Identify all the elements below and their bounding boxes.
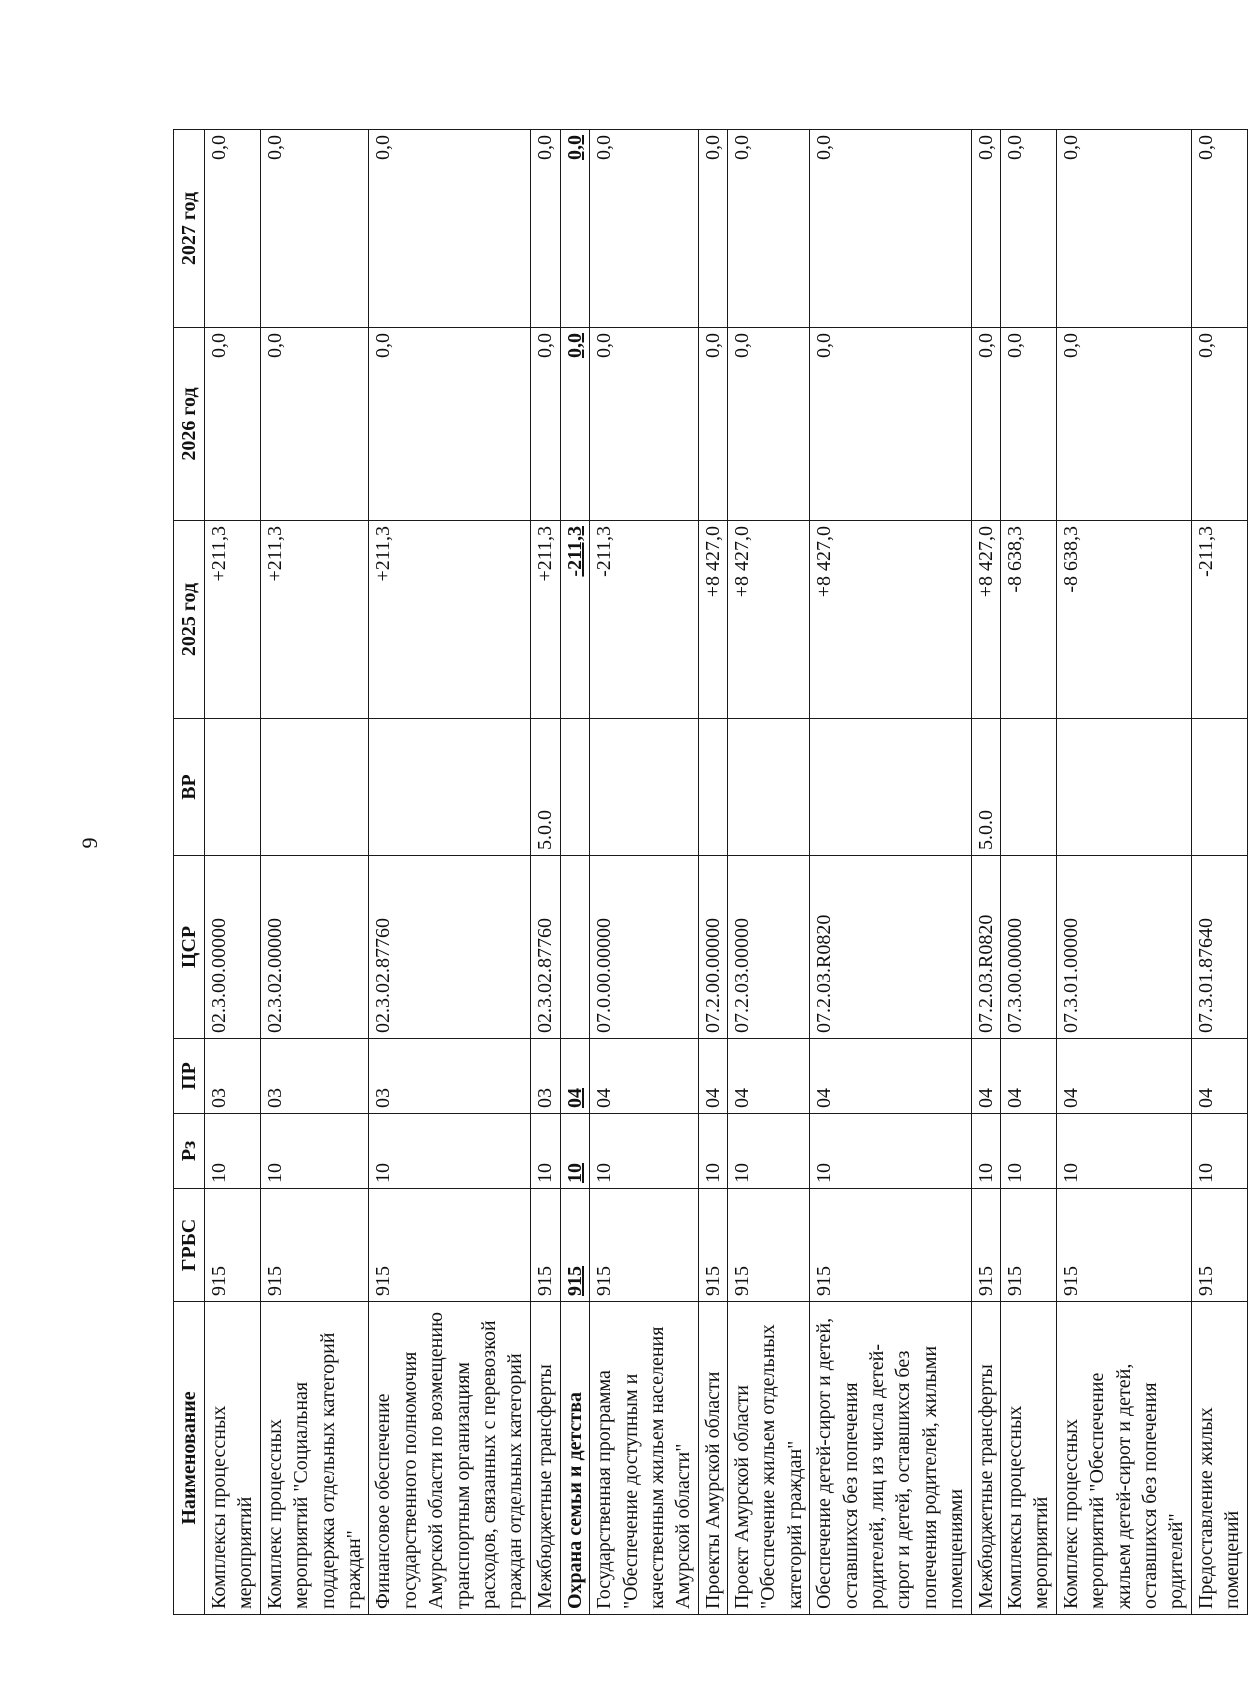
cell-name: Предоставление жилых помещений	[1191, 1302, 1247, 1615]
cell-grbs: 915	[205, 1189, 261, 1302]
cell-csr: 02.3.02.87760	[369, 856, 531, 1039]
cell-2026: 0,0	[810, 328, 971, 521]
cell-2027: 0,0	[1000, 130, 1056, 328]
cell-2025: -8 638,3	[1000, 521, 1056, 719]
cell-name: Комплекс процессных мероприятий "Социальная поддержка отдельных категорий граждан"	[260, 1302, 369, 1615]
cell-vr	[205, 719, 261, 856]
cell-name: Финансовое обеспечение государственного полномочия Амурской области по возмещению транспортным организациям расходов, связанных с перевозкой граждан отдельных категорий	[369, 1302, 531, 1615]
cell-grbs: 915	[531, 1189, 560, 1302]
cell-rz: 10	[971, 1114, 1000, 1189]
cell-pr: 04	[1000, 1039, 1056, 1114]
table-row	[1056, 130, 1191, 1615]
cell-grbs: 915	[1191, 1189, 1247, 1302]
cell-2027: 0,0	[1056, 130, 1191, 328]
cell-2026: 0,0	[1191, 328, 1247, 521]
cell-grbs: 915	[698, 1189, 727, 1302]
cell-2025: +8 427,0	[810, 521, 971, 719]
cell-2025: -8 638,3	[1056, 521, 1191, 719]
cell-rz: 10	[810, 1114, 971, 1189]
cell-pr: 04	[560, 1039, 589, 1114]
cell-grbs: 915	[369, 1189, 531, 1302]
cell-rz: 10	[728, 1114, 810, 1189]
cell-2026: 0,0	[590, 328, 699, 521]
cell-pr: 03	[531, 1039, 560, 1114]
cell-grbs: 915	[1000, 1189, 1056, 1302]
cell-vr	[590, 719, 699, 856]
budget-table-container	[173, 130, 1244, 1615]
cell-2025: -211,3	[1191, 521, 1247, 719]
cell-pr: 04	[698, 1039, 727, 1114]
cell-2026: 0,0	[1000, 328, 1056, 521]
cell-grbs: 915	[728, 1189, 810, 1302]
table-row	[560, 130, 589, 1615]
cell-2026: 0,0	[728, 328, 810, 521]
cell-vr	[810, 719, 971, 856]
cell-2025: +211,3	[369, 521, 531, 719]
cell-vr: 5.0.0	[971, 719, 1000, 856]
cell-name: Комплекс процессных мероприятий "Обеспечение жильем детей-сирот и детей, оставшихся без попечения родителей"	[1056, 1302, 1191, 1615]
cell-pr: 04	[1056, 1039, 1191, 1114]
cell-pr: 04	[728, 1039, 810, 1114]
header-csr: ЦСР	[174, 856, 205, 1039]
cell-vr	[1000, 719, 1056, 856]
cell-csr: 07.3.01.87640	[1191, 856, 1247, 1039]
cell-vr	[1191, 719, 1247, 856]
header-2027: 2027 год	[174, 130, 205, 328]
cell-2026: 0,0	[369, 328, 531, 521]
cell-grbs: 915	[810, 1189, 971, 1302]
cell-name: Проекты Амурской области	[698, 1302, 727, 1615]
cell-2027: 0,0	[590, 130, 699, 328]
table-row	[369, 130, 531, 1615]
table-header	[174, 130, 205, 1615]
cell-csr: 02.3.02.87760	[531, 856, 560, 1039]
cell-pr: 03	[260, 1039, 369, 1114]
cell-name: Проект Амурской области "Обеспечение жильем отдельных категорий граждан"	[728, 1302, 810, 1615]
cell-2027: 0,0	[531, 130, 560, 328]
cell-2027: 0,0	[369, 130, 531, 328]
cell-rz: 10	[1191, 1114, 1247, 1189]
header-rz: Рз	[174, 1114, 205, 1189]
cell-vr	[560, 719, 589, 856]
cell-vr	[369, 719, 531, 856]
cell-2025: +211,3	[531, 521, 560, 719]
cell-2027: 0,0	[205, 130, 261, 328]
cell-2027: 0,0	[1191, 130, 1247, 328]
table-row	[205, 130, 261, 1615]
cell-2027: 0,0	[971, 130, 1000, 328]
table-row	[728, 130, 810, 1615]
cell-csr: 07.2.03.R0820	[971, 856, 1000, 1039]
cell-pr: 03	[205, 1039, 261, 1114]
cell-name: Государственная программа "Обеспечение доступным и качественным жильем населения Амурской области"	[590, 1302, 699, 1615]
cell-vr: 5.0.0	[531, 719, 560, 856]
cell-2026: 0,0	[971, 328, 1000, 521]
cell-name: Межбюджетные трансферты	[971, 1302, 1000, 1615]
cell-vr	[698, 719, 727, 856]
header-2025: 2025 год	[174, 521, 205, 719]
cell-csr: 02.3.00.00000	[205, 856, 261, 1039]
cell-rz: 10	[590, 1114, 699, 1189]
header-vr: ВР	[174, 719, 205, 856]
cell-pr: 04	[590, 1039, 699, 1114]
table-row	[971, 130, 1000, 1615]
cell-pr: 04	[1191, 1039, 1247, 1114]
cell-2026: 0,0	[531, 328, 560, 521]
header-name: Наименование	[174, 1302, 205, 1615]
cell-grbs: 915	[1056, 1189, 1191, 1302]
cell-2026: 0,0	[698, 328, 727, 521]
table-row	[698, 130, 727, 1615]
table-body	[205, 130, 1248, 1615]
cell-2027: 0,0	[728, 130, 810, 328]
cell-name: Обеспечение детей-сирот и детей, оставшихся без попечения родителей, лиц из числа детей-сирот и детей, оставшихся без попечения родителей, жилыми помещениями	[810, 1302, 971, 1615]
cell-csr	[560, 856, 589, 1039]
cell-csr: 07.2.00.00000	[698, 856, 727, 1039]
header-pr: ПР	[174, 1039, 205, 1114]
table-row	[1000, 130, 1056, 1615]
cell-grbs: 915	[971, 1189, 1000, 1302]
table-row	[260, 130, 369, 1615]
cell-rz: 10	[560, 1114, 589, 1189]
cell-pr: 04	[971, 1039, 1000, 1114]
cell-vr	[728, 719, 810, 856]
cell-2025: +8 427,0	[971, 521, 1000, 719]
cell-vr	[1056, 719, 1191, 856]
cell-2027: 0,0	[698, 130, 727, 328]
cell-grbs: 915	[590, 1189, 699, 1302]
cell-rz: 10	[698, 1114, 727, 1189]
cell-2026: 0,0	[1056, 328, 1191, 521]
header-2026: 2026 год	[174, 328, 205, 521]
table-row	[590, 130, 699, 1615]
header-grbs: ГРБС	[174, 1189, 205, 1302]
cell-csr: 07.2.03.00000	[728, 856, 810, 1039]
cell-2027: 0,0	[560, 130, 589, 328]
cell-vr	[260, 719, 369, 856]
cell-pr: 03	[369, 1039, 531, 1114]
table-row	[1191, 130, 1247, 1615]
cell-csr: 07.3.01.00000	[1056, 856, 1191, 1039]
cell-rz: 10	[1000, 1114, 1056, 1189]
cell-2025: +8 427,0	[698, 521, 727, 719]
header-row	[174, 130, 205, 1615]
cell-rz: 10	[531, 1114, 560, 1189]
cell-2025: +8 427,0	[728, 521, 810, 719]
cell-rz: 10	[260, 1114, 369, 1189]
cell-rz: 10	[369, 1114, 531, 1189]
cell-grbs: 915	[260, 1189, 369, 1302]
cell-2026: 0,0	[260, 328, 369, 521]
cell-pr: 04	[810, 1039, 971, 1114]
cell-name: Комплексы процессных мероприятий	[205, 1302, 261, 1615]
table-row	[531, 130, 560, 1615]
cell-2027: 0,0	[810, 130, 971, 328]
budget-table	[173, 129, 1248, 1615]
cell-csr: 07.3.00.00000	[1000, 856, 1056, 1039]
cell-csr: 07.0.00.00000	[590, 856, 699, 1039]
table-row	[810, 130, 971, 1615]
cell-2025: -211,3	[590, 521, 699, 719]
cell-csr: 02.3.02.00000	[260, 856, 369, 1039]
page-number: 9	[77, 837, 102, 849]
cell-2026: 0,0	[560, 328, 589, 521]
cell-name: Межбюджетные трансферты	[531, 1302, 560, 1615]
cell-rz: 10	[1056, 1114, 1191, 1189]
cell-2026: 0,0	[205, 328, 261, 521]
cell-rz: 10	[205, 1114, 261, 1189]
cell-csr: 07.2.03.R0820	[810, 856, 971, 1039]
cell-2025: +211,3	[260, 521, 369, 719]
cell-grbs: 915	[560, 1189, 589, 1302]
cell-name: Охрана семьи и детства	[560, 1302, 589, 1615]
cell-2025: +211,3	[205, 521, 261, 719]
cell-2025: -211,3	[560, 521, 589, 719]
cell-name: Комплексы процессных мероприятий	[1000, 1302, 1056, 1615]
cell-2027: 0,0	[260, 130, 369, 328]
